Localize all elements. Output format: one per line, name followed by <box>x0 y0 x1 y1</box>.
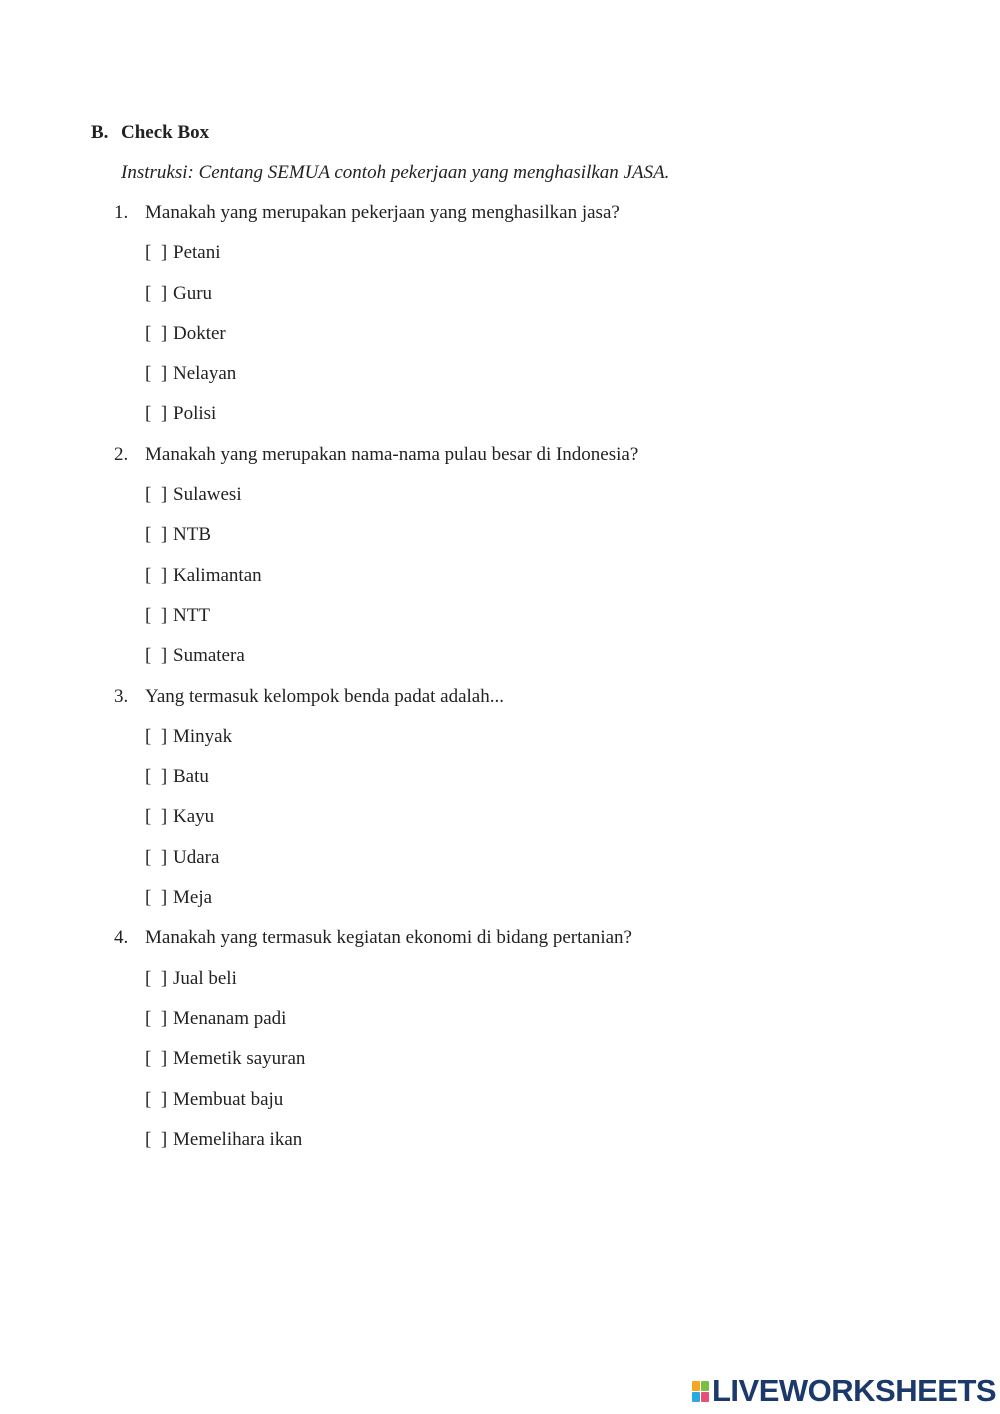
option-label: Kayu <box>173 806 215 828</box>
option-label: Polisi <box>173 403 217 425</box>
question-3 <box>0 684 1000 724</box>
option-label: Sulawesi <box>173 484 242 506</box>
liveworksheets-logo <box>692 1374 996 1408</box>
option-label: Meja <box>173 887 213 909</box>
option-item <box>0 522 1000 562</box>
checkbox[interactable]: [ ] <box>145 645 168 667</box>
logo-square <box>692 1381 700 1391</box>
question-number: 4. <box>114 927 129 949</box>
checkbox[interactable]: [ ] <box>145 242 168 264</box>
option-label: Jual beli <box>173 967 237 989</box>
checkbox[interactable]: [ ] <box>145 564 168 586</box>
option-label: Memelihara ikan <box>173 1128 303 1150</box>
question-2 <box>0 442 1000 482</box>
question-number: 1. <box>114 202 129 223</box>
checkbox[interactable]: [ ] <box>145 1007 168 1029</box>
checkbox[interactable]: [ ] <box>145 887 168 909</box>
option-label: Nelayan <box>173 363 237 385</box>
option-item <box>0 804 1000 844</box>
option-label: Batu <box>173 766 209 788</box>
option-label: Menanam padi <box>173 1007 287 1029</box>
option-item <box>0 321 1000 361</box>
option-item <box>0 240 1000 280</box>
option-label: NTB <box>173 524 211 546</box>
option-item <box>0 563 1000 603</box>
question-number: 3. <box>114 685 129 707</box>
option-item <box>0 401 1000 441</box>
option-label: Kalimantan <box>173 564 262 586</box>
option-item <box>0 643 1000 683</box>
option-item <box>0 482 1000 522</box>
checkbox[interactable]: [ ] <box>145 967 168 989</box>
question-text: Manakah yang merupakan pekerjaan yang menghasilkan jasa? <box>145 202 620 223</box>
option-item <box>0 1046 1000 1086</box>
checkbox[interactable]: [ ] <box>145 1048 168 1070</box>
option-label: Guru <box>173 282 213 304</box>
option-label: Membuat baju <box>173 1088 284 1110</box>
logo-text: LIVEWORKSHEETS <box>712 1373 997 1408</box>
option-label: Minyak <box>173 725 233 747</box>
checkbox[interactable]: [ ] <box>145 484 168 506</box>
option-item <box>0 1127 1000 1167</box>
option-label: NTT <box>173 604 210 626</box>
checkbox[interactable]: [ ] <box>145 846 168 868</box>
checkbox[interactable]: [ ] <box>145 725 168 747</box>
checkbox[interactable]: [ ] <box>145 282 168 304</box>
option-label: Memetik sayuran <box>173 1048 306 1070</box>
option-item <box>0 845 1000 885</box>
option-item <box>0 281 1000 321</box>
checkbox[interactable]: [ ] <box>145 806 168 828</box>
question-4 <box>0 925 1000 965</box>
option-item <box>0 764 1000 804</box>
question-number: 2. <box>114 443 129 465</box>
checkbox[interactable]: [ ] <box>145 1088 168 1110</box>
checkbox[interactable]: [ ] <box>145 766 168 788</box>
logo-mark-icon <box>692 1381 709 1402</box>
checkbox[interactable]: [ ] <box>145 403 168 425</box>
question-list <box>0 200 1000 1167</box>
option-label: Petani <box>173 242 221 264</box>
checkbox[interactable]: [ ] <box>145 363 168 385</box>
checkbox[interactable]: [ ] <box>145 524 168 546</box>
logo-square <box>701 1381 709 1391</box>
option-item <box>0 1087 1000 1127</box>
question-1 <box>0 200 1000 240</box>
checkbox[interactable]: [ ] <box>145 322 168 344</box>
question-text: Manakah yang merupakan nama-nama pulau besar di Indonesia? <box>145 443 639 465</box>
option-label: Udara <box>173 846 220 868</box>
instruction-text: Instruksi: Centang SEMUA contoh pekerjaan yang menghasilkan JASA. <box>121 162 670 183</box>
section-letter: B. <box>91 122 109 143</box>
option-item <box>0 966 1000 1006</box>
section-title: Check Box <box>121 122 210 143</box>
question-text: Yang termasuk kelompok benda padat adalah... <box>145 685 504 707</box>
option-item <box>0 885 1000 925</box>
section-heading <box>91 120 209 146</box>
logo-square <box>701 1392 709 1402</box>
option-item <box>0 724 1000 764</box>
question-text: Manakah yang termasuk kegiatan ekonomi di bidang pertanian? <box>145 927 632 949</box>
option-label: Dokter <box>173 322 226 344</box>
option-label: Sumatera <box>173 645 245 667</box>
option-item <box>0 361 1000 401</box>
option-item <box>0 603 1000 643</box>
option-item <box>0 1006 1000 1046</box>
checkbox[interactable]: [ ] <box>145 1128 168 1150</box>
checkbox[interactable]: [ ] <box>145 604 168 626</box>
logo-square <box>692 1392 700 1402</box>
